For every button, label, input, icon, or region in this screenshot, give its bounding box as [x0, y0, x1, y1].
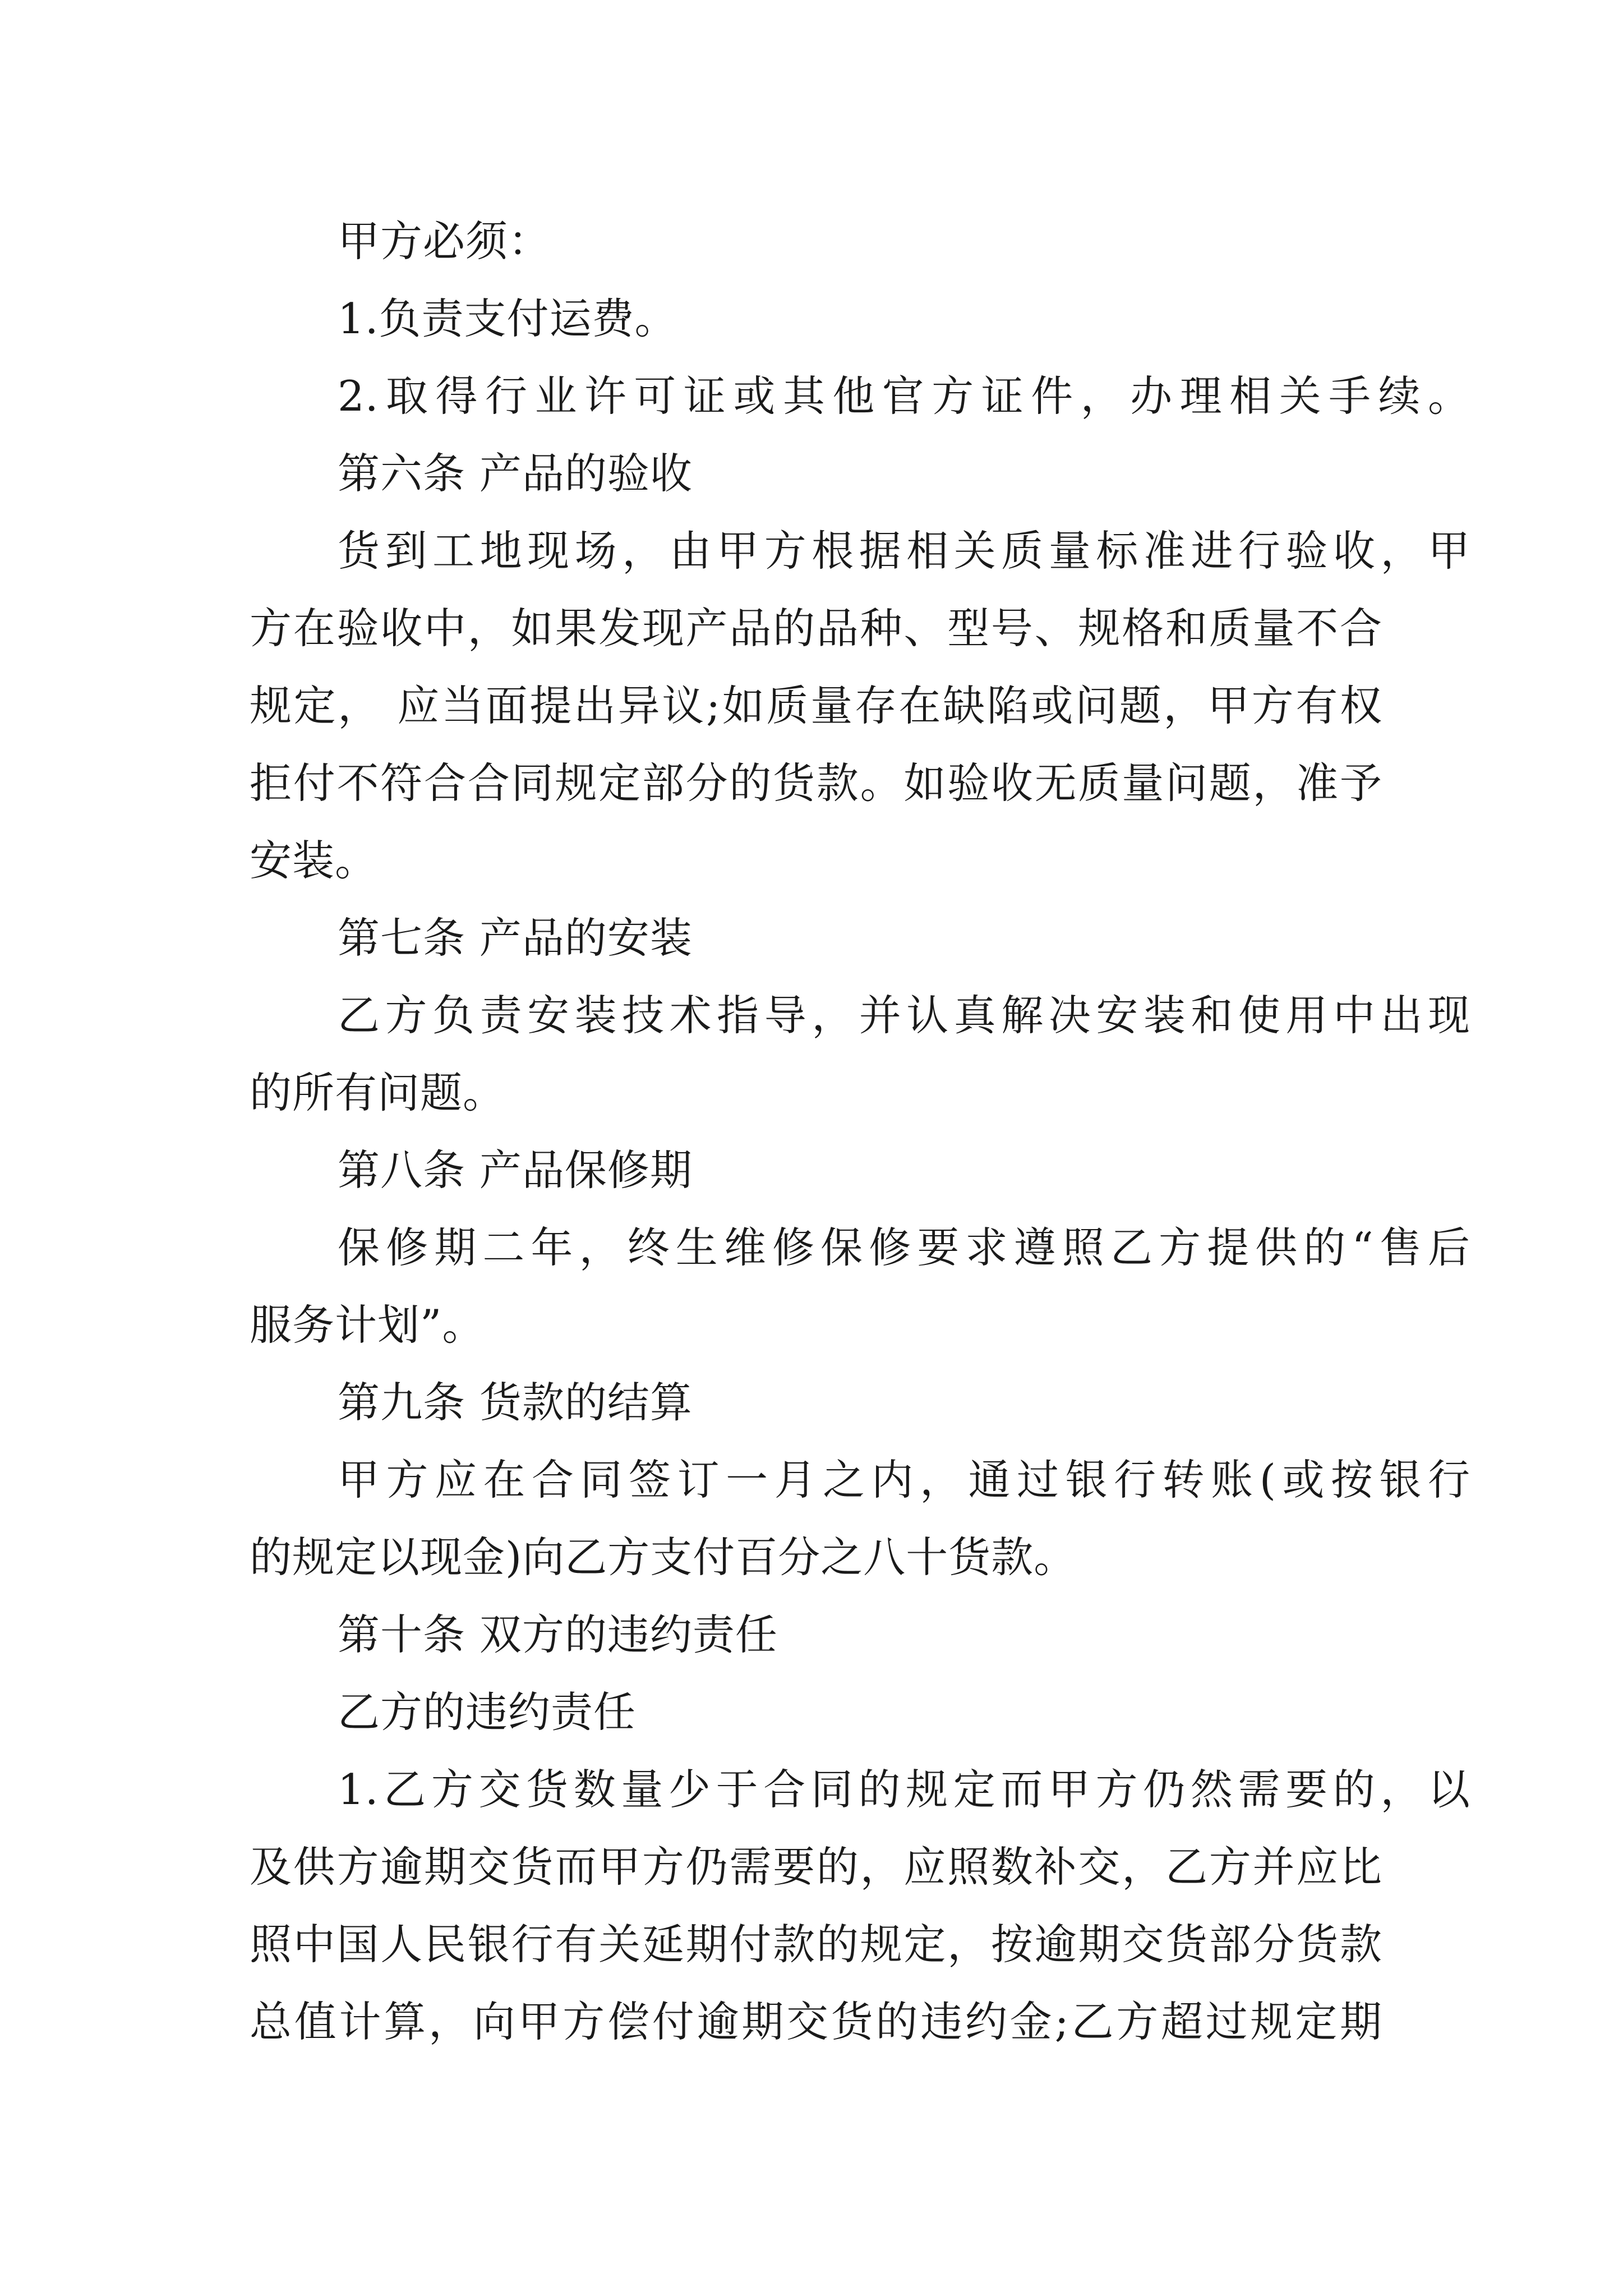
text-line: 拒付不符合合同规定部分的货款。如验收无质量问题，准予	[250, 758, 1382, 808]
section-heading: 第八条 产品保修期	[338, 1145, 693, 1195]
text-line: 方在验收中，如果发现产品的品种、型号、规格和质量不合	[250, 604, 1382, 653]
section-heading: 第九条 货款的结算	[338, 1378, 693, 1427]
section-heading: 第六条 产品的验收	[338, 449, 693, 498]
text-line: 乙方负责安装技术指导，并认真解决安装和使用中出现	[338, 991, 1470, 1040]
text-line: 的所有问题。	[250, 1068, 506, 1117]
text-line: 保修期二年，终生维修保修要求遵照乙方提供的“售后	[338, 1223, 1470, 1272]
subsection-heading: 乙方的违约责任	[338, 1687, 637, 1737]
text-line: 规定， 应当面提出异议;如质量存在缺陷或问题，甲方有权	[250, 681, 1382, 730]
text-line: 甲方应在合同签订一月之内，通过银行转账(或按银行	[338, 1455, 1470, 1504]
text-line: 照中国人民银行有关延期付款的规定，按逾期交货部分货款	[250, 1920, 1382, 1969]
text-line: 2.取得行业许可证或其他官方证件，办理相关手续。	[338, 371, 1470, 421]
text-line: 安装。	[250, 836, 378, 885]
section-heading: 第七条 产品的安装	[338, 913, 693, 963]
text-line: 1.负责支付运费。	[338, 294, 677, 343]
text-line: 总值计算，向甲方偿付逾期交货的违约金;乙方超过规定期	[250, 1997, 1382, 2046]
text-line: 服务计划”。	[250, 1300, 485, 1350]
text-line: 及供方逾期交货而甲方仍需要的，应照数补交，乙方并应比	[250, 1842, 1382, 1892]
text-line: 1.乙方交货数量少于合同的规定而甲方仍然需要的，以	[338, 1765, 1470, 1814]
text-line: 货到工地现场，由甲方根据相关质量标准进行验收，甲	[338, 526, 1470, 576]
text-line: 甲方必须：	[338, 217, 551, 266]
text-line: 的规定以现金)向乙方支付百分之八十货款。	[250, 1533, 1077, 1582]
section-heading: 第十条 双方的违约责任	[338, 1610, 778, 1659]
